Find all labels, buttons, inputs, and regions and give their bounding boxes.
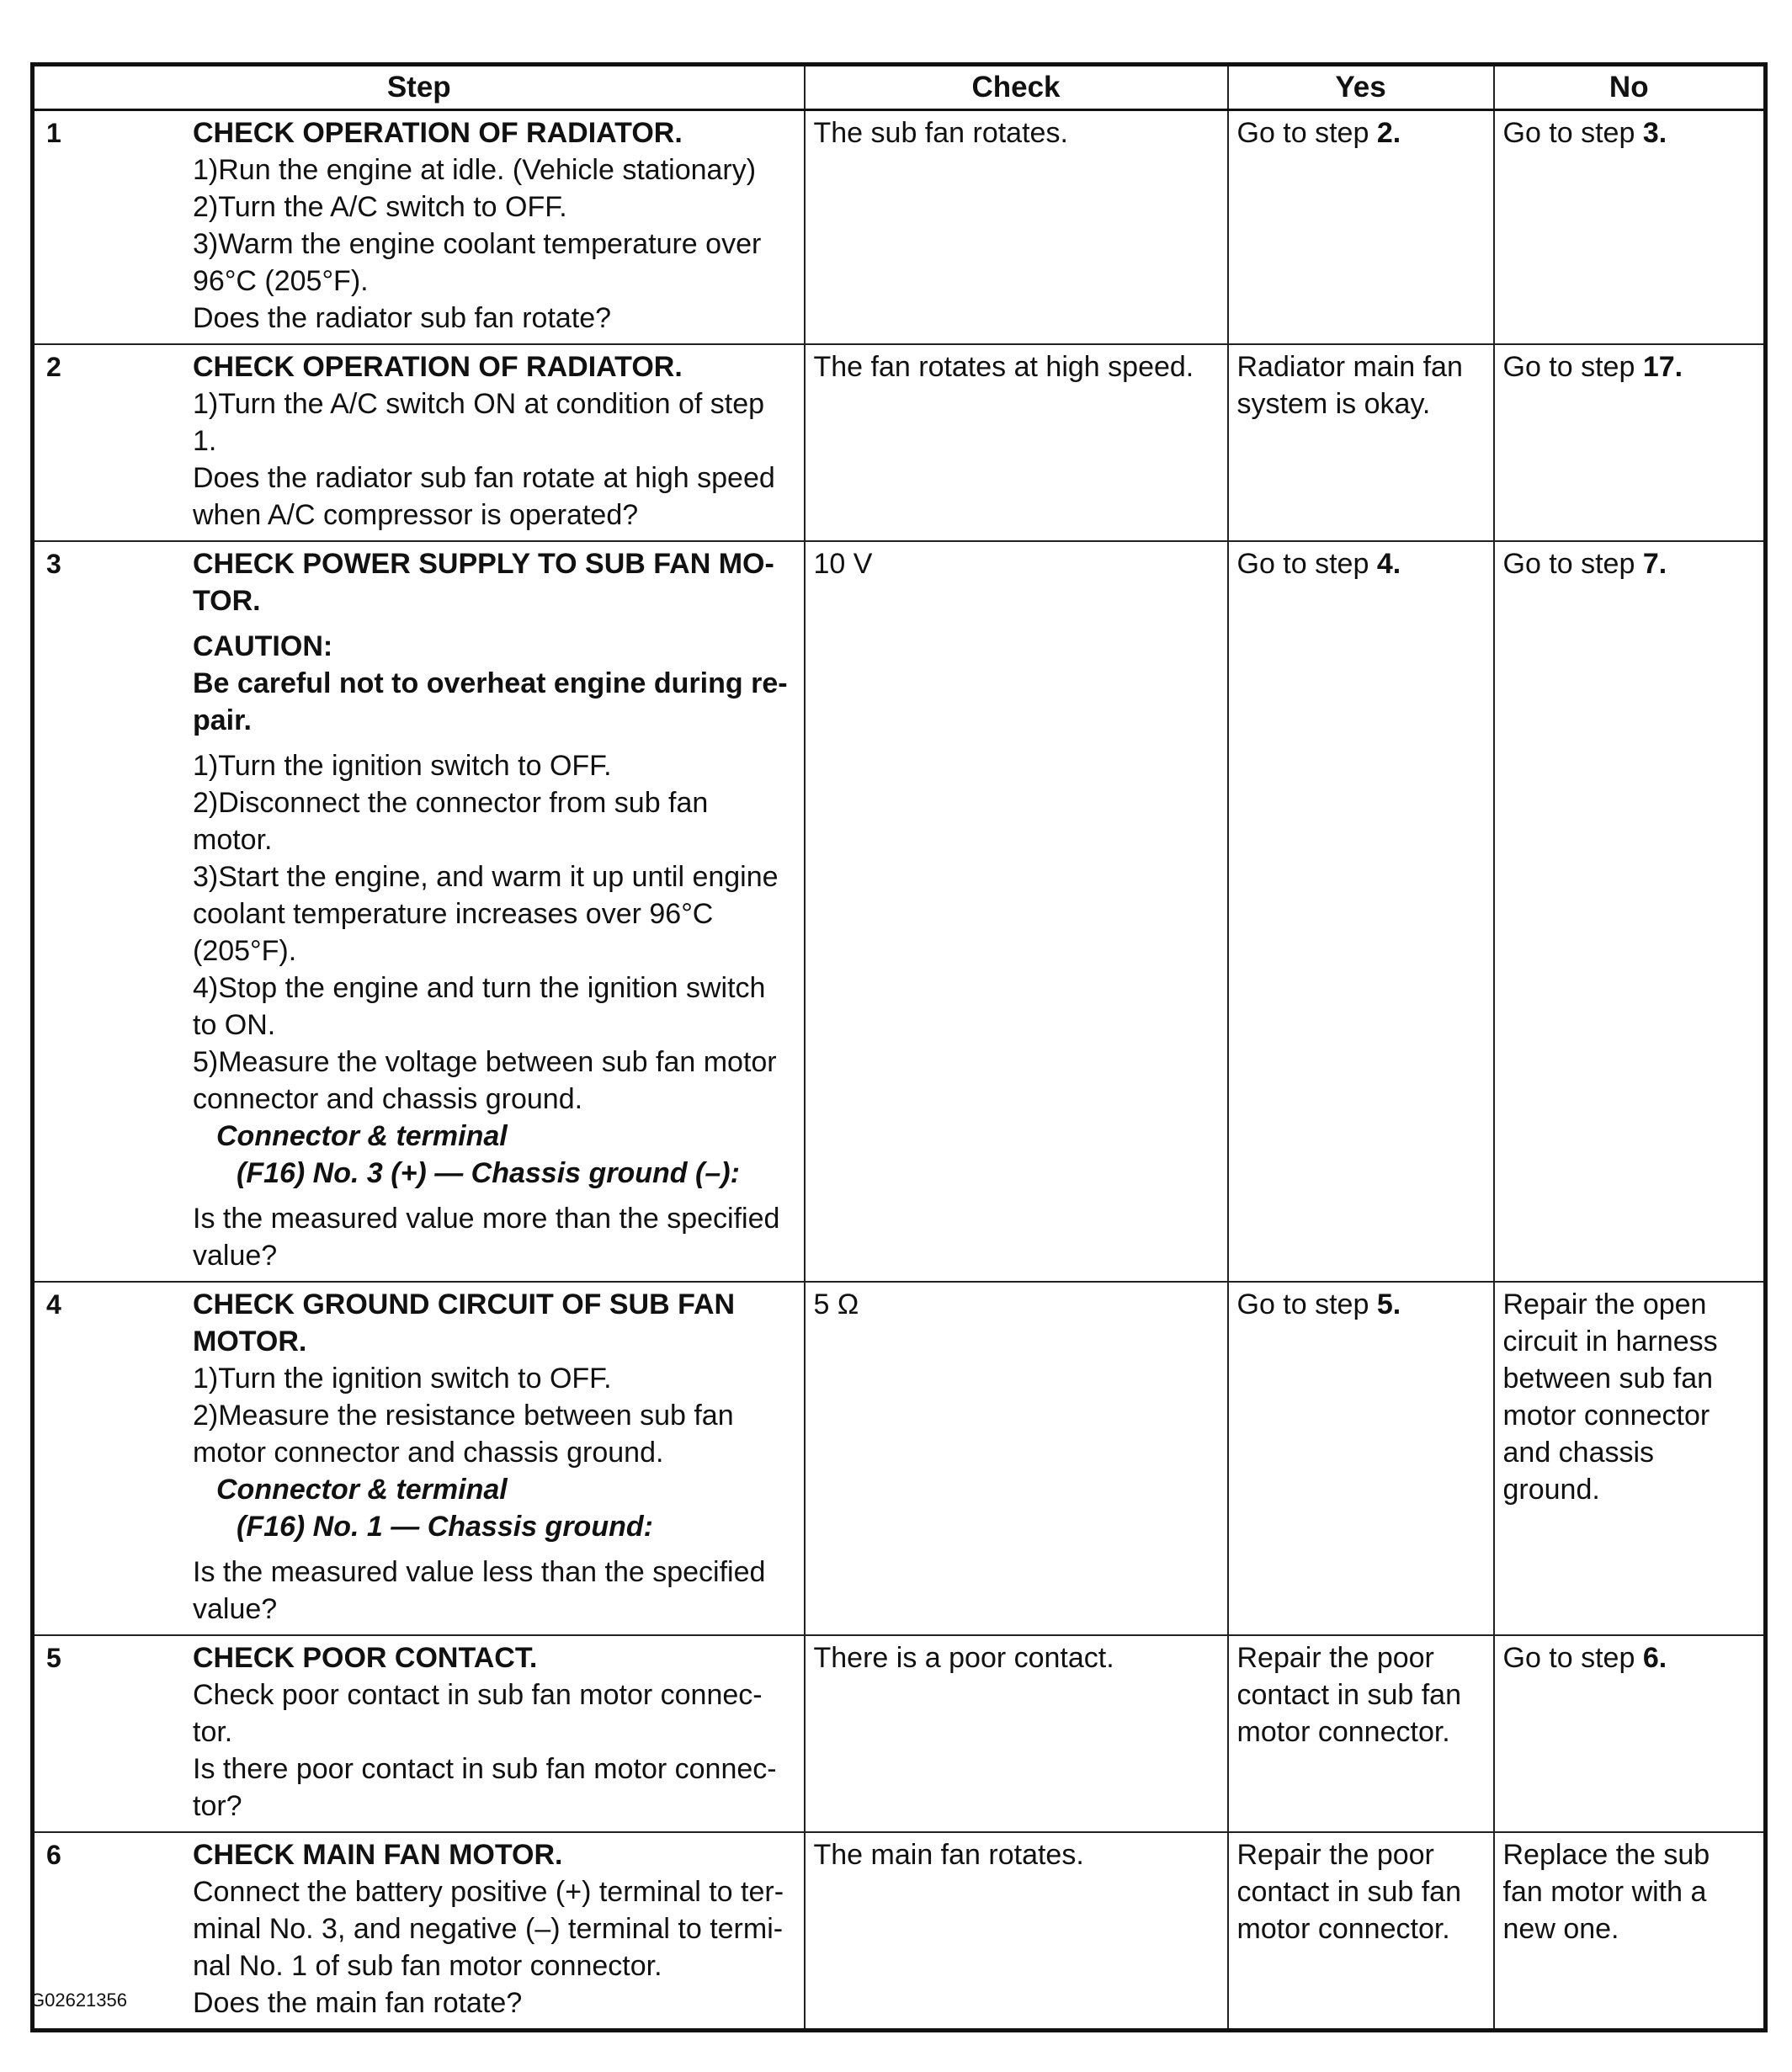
check-cell: The fan rotates at high speed. [805,344,1228,541]
yes-cell [1228,541,1494,1282]
step-title: CHECK MAIN FAN MOTOR. [193,1839,563,1871]
yes-text: Repair the poor contact in sub fan motor connector. [1236,1642,1462,1748]
yes-cell [1228,344,1494,541]
step-question: Is there poor contact in sub fan motor connec-tor? [193,1753,777,1822]
step-instruction: 3)Warm the engine coolant temperature over 96°C (205°F). [193,228,762,297]
header-check: Check [805,65,1228,110]
step-number: 4 [46,1289,61,1320]
check-cell: 5 Ω [805,1282,1228,1635]
step-instruction: 2)Measure the resistance between sub fan motor connector and chassis ground. [193,1400,734,1469]
yes-step-ref: 4. [1376,548,1401,580]
connector-terminal-spec: (F16) No. 1 — Chassis ground: [237,1511,653,1543]
no-text: Go to step [1502,351,1643,383]
caution-heading: CAUTION: [193,630,333,662]
step-title: CHECK OPERATION OF RADIATOR. [193,117,683,149]
table-row [33,1635,1766,1832]
yes-text: Repair the poor contact in sub fan motor connector. [1236,1839,1462,1945]
step-question: Does the main fan rotate? [193,1987,523,2019]
table-row [33,541,1766,1282]
no-text: Go to step [1502,548,1643,580]
no-step-ref: 7. [1642,548,1667,580]
check-cell: The sub fan rotates. [805,110,1228,345]
connector-terminal-label: Connector & terminal [216,1120,508,1152]
step-instruction: 2)Turn the A/C switch to OFF. [193,191,567,223]
table-header-row [33,65,1766,110]
step-number: 5 [46,1643,61,1673]
no-cell [1494,541,1766,1282]
step-instruction: 1)Run the engine at idle. (Vehicle stationary) [193,154,757,186]
diagnostic-table [30,62,1768,2032]
step-cell [33,1832,805,2031]
header-no: No [1494,65,1766,110]
step-instruction: 5)Measure the voltage between sub fan motor connector and chassis ground. [193,1046,777,1115]
no-step-ref: 17. [1642,351,1683,383]
no-cell [1494,344,1766,541]
yes-step-ref: 5. [1376,1288,1401,1320]
step-number: 1 [46,118,61,148]
yes-text: Radiator main fan system is okay. [1236,351,1463,420]
step-question: Does the radiator sub fan rotate at high speed when A/C compressor is operated? [193,462,775,531]
step-instruction: 1)Turn the ignition switch to OFF. [193,1363,612,1395]
no-cell [1494,1832,1766,2031]
header-yes: Yes [1228,65,1494,110]
step-cell [33,541,805,1282]
step-instruction: Connect the battery positive (+) terminal to ter-minal No. 3, and negative (–) terminal to termi-nal No. 1 of sub fan motor connector. [193,1876,784,1982]
no-text: Repair the open circuit in harness between sub fan motor connector and chassis ground. [1502,1288,1718,1506]
yes-cell [1228,1832,1494,2031]
step-instruction: 2)Disconnect the connector from sub fan motor. [193,787,709,856]
figure-code: G02621356 [30,1990,127,2011]
step-cell [33,110,805,345]
step-number: 3 [46,549,61,579]
step-title: CHECK GROUND CIRCUIT OF SUB FAN MOTOR. [193,1288,736,1357]
step-question: Is the measured value more than the specified value? [193,1203,780,1272]
step-instruction: Check poor contact in sub fan motor connec-tor. [193,1679,763,1748]
table-row [33,1282,1766,1635]
step-cell [33,1635,805,1832]
no-step-ref: 3. [1642,117,1667,149]
yes-cell [1228,110,1494,345]
yes-cell [1228,1635,1494,1832]
step-number: 6 [46,1840,61,1870]
step-question: Is the measured value less than the specified value? [193,1556,766,1625]
yes-text: Go to step [1236,117,1377,149]
check-cell: There is a poor contact. [805,1635,1228,1832]
step-cell [33,344,805,541]
step-number: 2 [46,352,61,382]
step-title: CHECK POOR CONTACT. [193,1642,538,1674]
check-cell: The main fan rotates. [805,1832,1228,2031]
no-cell [1494,110,1766,345]
table-row [33,110,1766,345]
no-text: Go to step [1502,1642,1643,1674]
table-row [33,1832,1766,2031]
no-cell [1494,1282,1766,1635]
check-cell: 10 V [805,541,1228,1282]
step-instruction: 4)Stop the engine and turn the ignition switch to ON. [193,972,766,1041]
connector-terminal-label: Connector & terminal [216,1474,508,1506]
no-step-ref: 6. [1642,1642,1667,1674]
yes-text: Go to step [1236,548,1377,580]
step-title: CHECK OPERATION OF RADIATOR. [193,351,683,383]
connector-terminal-spec: (F16) No. 3 (+) — Chassis ground (–): [237,1157,740,1189]
no-cell [1494,1635,1766,1832]
caution-text: Be careful not to overheat engine during re-pair. [193,667,788,736]
no-text: Replace the sub fan motor with a new one. [1502,1839,1710,1945]
no-text: Go to step [1502,117,1643,149]
step-instruction: 1)Turn the A/C switch ON at condition of step 1. [193,388,765,457]
step-instruction: 3)Start the engine, and warm it up until engine coolant temperature increases over 96°C (205°F). [193,861,779,967]
step-cell [33,1282,805,1635]
step-instruction: 1)Turn the ignition switch to OFF. [193,750,612,782]
yes-text: Go to step [1236,1288,1377,1320]
yes-cell [1228,1282,1494,1635]
yes-step-ref: 2. [1376,117,1401,149]
step-title: CHECK POWER SUPPLY TO SUB FAN MO-TOR. [193,548,774,617]
header-step: Step [33,65,805,110]
step-question: Does the radiator sub fan rotate? [193,302,612,334]
table-row [33,344,1766,541]
